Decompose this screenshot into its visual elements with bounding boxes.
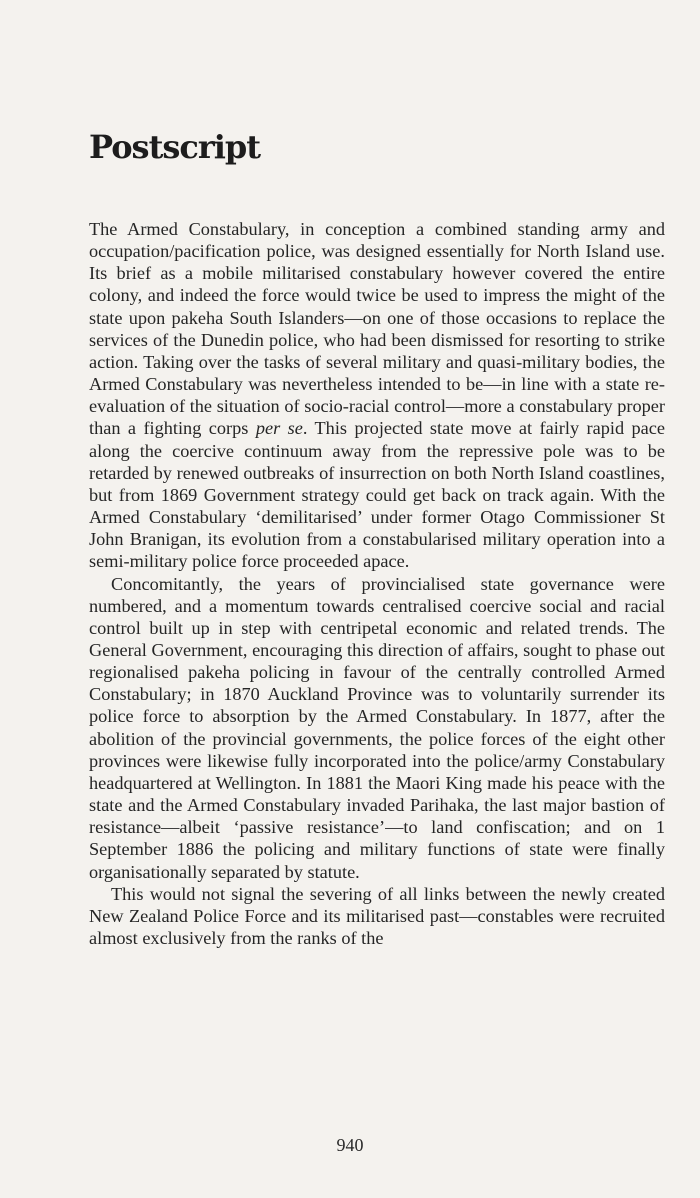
paragraph-2: Concomitantly, the years of provincialised state governance were numbered, and a momentum towards centralised coercive social and racial control built up in step with centripetal economic and related trends. The General Government, encouraging this direction of affairs, sought to phase out regionalised pakeha policing in favour of the centrally controlled Armed Constabulary; in 1870 Auckland Province was to voluntarily surrender its police force to absorption by the Armed Constabulary. In 1877, after the abolition of the provincial governments, the police forces of the eight other provinces were likewise fully incorporated into the police/army Constabulary headquartered at Wellington. In 1881 the Maori King made his peace with the state and the Armed Constabulary invaded Parihaka, the last major bastion of resistance—albeit ‘passive resistance’—to land confiscation; and on 1 September 1886 the policing and military functions of state were finally organisationally separated by statute. [89, 573, 665, 882]
page-number: 940 [336, 1135, 364, 1155]
paragraph-1-text-continued: . This projected state move at fairly rapid pace along the coercive continuum away from the repressive pole was to be retarded by renewed outbreaks of insurrection on both North Island coastlines, but from 1869 Government strategy could get back on track again. With the Armed Constabulary ‘demilitarised’ under former Otago Commissioner St John Branigan, its evolution from a constabularised military operation into a semi-military police force proceeded apace. [89, 418, 665, 572]
paragraph-1-text: The Armed Constabulary, in conception a combined standing army and occupation/pacification police, was designed essentially for North Island use. Its brief as a mobile militarised constabulary however covered the entire colony, and indeed the force would twice be used to impress the might of the state upon pakeha South Islanders—on one of those occasions to replace the services of the Dunedin police, who had been dismissed for resorting to strike action. Taking over the tasks of several military and quasi-military bodies, the Armed Constabulary was nevertheless intended to be—in line with a state re-evaluation of the situation of socio-racial control—more a constabulary proper than a fighting corps [89, 219, 665, 439]
italic-phrase: per se [255, 418, 303, 439]
paragraph-1 [89, 218, 665, 573]
paragraph-3: This would not signal the severing of all links between the newly created New Zealand Police Force and its militarised past—constables were recruited almost exclusively from the ranks of the [89, 883, 665, 948]
chapter-heading: Postscript [89, 128, 261, 166]
body-text [89, 218, 665, 949]
